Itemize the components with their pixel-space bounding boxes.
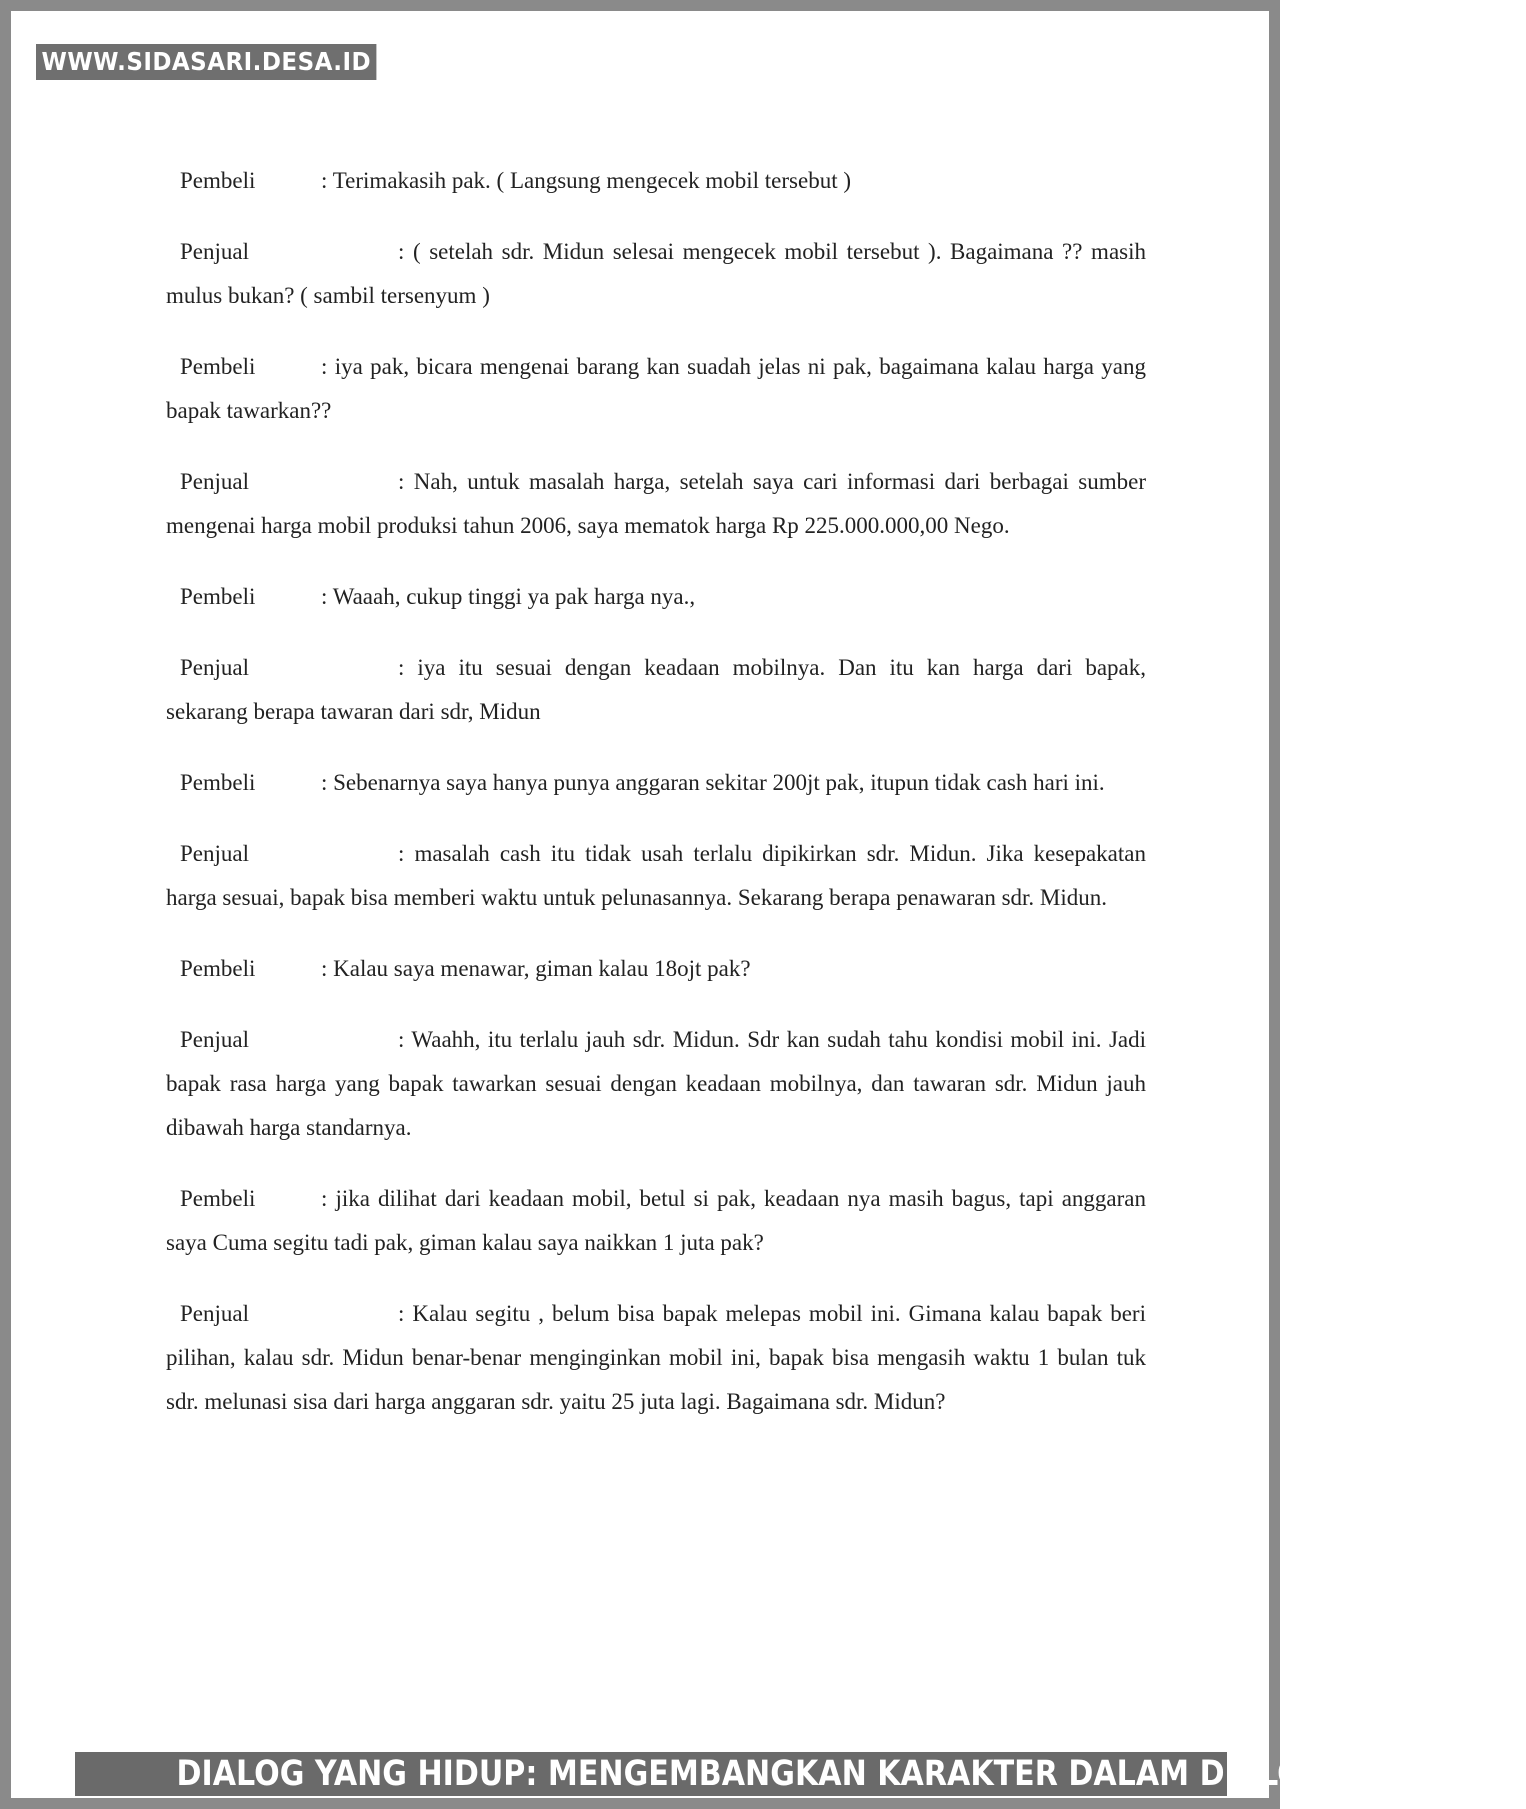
dialog-line: : Waaah, cukup tinggi ya pak harga nya.,: [321, 584, 696, 609]
speaker-label: Penjual: [180, 1301, 249, 1326]
dialog-line: : Kalau saya menawar, giman kalau 18ojt pak?: [321, 956, 751, 981]
caption-text: DIALOG YANG HIDUP: MENGEMBANGKAN KARAKTER DALAM DIALOG TEKS: [176, 1754, 1425, 1794]
dialog-line: : iya pak, bicara mengenai barang kan suadah jelas ni pak, bagaimana kalau harga yang bapak tawarkan??: [166, 354, 1146, 423]
dialog-turn: [166, 345, 1146, 433]
speaker-label: Penjual: [180, 841, 249, 866]
speaker-label: Penjual: [180, 1027, 249, 1052]
dialog-turn: [166, 1018, 1146, 1150]
dialog-turn: [166, 1177, 1146, 1265]
dialog-line: : iya itu sesuai dengan keadaan mobilnya. Dan itu kan harga dari bapak, sekarang berapa tawaran dari sdr, Midun: [166, 655, 1146, 724]
speaker-label: Pembeli: [180, 1186, 256, 1211]
speaker-label: Penjual: [180, 239, 249, 264]
site-watermark: WWW.SIDASARI.DESA.ID: [36, 44, 377, 80]
dialog-turn: [166, 159, 1146, 203]
dialog-line: : Nah, untuk masalah harga, setelah saya cari informasi dari berbagai sumber mengenai harga mobil produksi tahun 2006, saya mematok harga Rp 225.000.000,00 Nego.: [166, 469, 1146, 538]
dialog-line: : Waahh, itu terlalu jauh sdr. Midun. Sdr kan sudah tahu kondisi mobil ini. Jadi bapak rasa harga yang bapak tawarkan sesuai dengan keadaan mobilnya, dan tawaran sdr. Midun jauh dibawah harga standarnya.: [166, 1027, 1146, 1140]
dialog-line: : Terimakasih pak. ( Langsung mengecek mobil tersebut ): [321, 168, 852, 193]
dialog-turn: [166, 230, 1146, 318]
dialog-turn: [166, 1292, 1146, 1424]
dialog-line: : Sebenarnya saya hanya punya anggaran sekitar 200jt pak, itupun tidak cash hari ini.: [321, 770, 1105, 795]
dialog-line: : masalah cash itu tidak usah terlalu dipikirkan sdr. Midun. Jika kesepakatan harga sesuai, bapak bisa memberi waktu untuk pelunasannya. Sekarang berapa penawaran sdr. Midun.: [166, 841, 1146, 910]
dialog-document: [166, 159, 1146, 1451]
caption-banner: [75, 1752, 1425, 1796]
speaker-label: Pembeli: [180, 956, 256, 981]
dialog-turn: [166, 947, 1146, 991]
speaker-label: Pembeli: [180, 168, 256, 193]
speaker-label: Penjual: [180, 469, 249, 494]
dialog-turn: [166, 761, 1146, 805]
speaker-label: Penjual: [180, 655, 249, 680]
speaker-label: Pembeli: [180, 770, 256, 795]
speaker-label: Pembeli: [180, 354, 256, 379]
dialog-line: : Kalau segitu , belum bisa bapak melepas mobil ini. Gimana kalau bapak beri pilihan, kalau sdr. Midun benar-benar menginginkan mobil ini, bapak bisa mengasih waktu 1 bulan tuk sdr. melunasi sisa dari harga anggaran sdr. yaitu 25 juta lagi. Bagaimana sdr. Midun?: [166, 1301, 1146, 1414]
dialog-turn: [166, 460, 1146, 548]
dialog-turn: [166, 832, 1146, 920]
dialog-line: : jika dilihat dari keadaan mobil, betul si pak, keadaan nya masih bagus, tapi anggaran saya Cuma segitu tadi pak, giman kalau saya naikkan 1 juta pak?: [166, 1186, 1146, 1255]
speaker-label: Pembeli: [180, 584, 256, 609]
dialog-line: : ( setelah sdr. Midun selesai mengecek mobil tersebut ). Bagaimana ?? masih mulus bukan? ( sambil tersenyum ): [166, 239, 1146, 308]
dialog-turn: [166, 575, 1146, 619]
dialog-turn: [166, 646, 1146, 734]
